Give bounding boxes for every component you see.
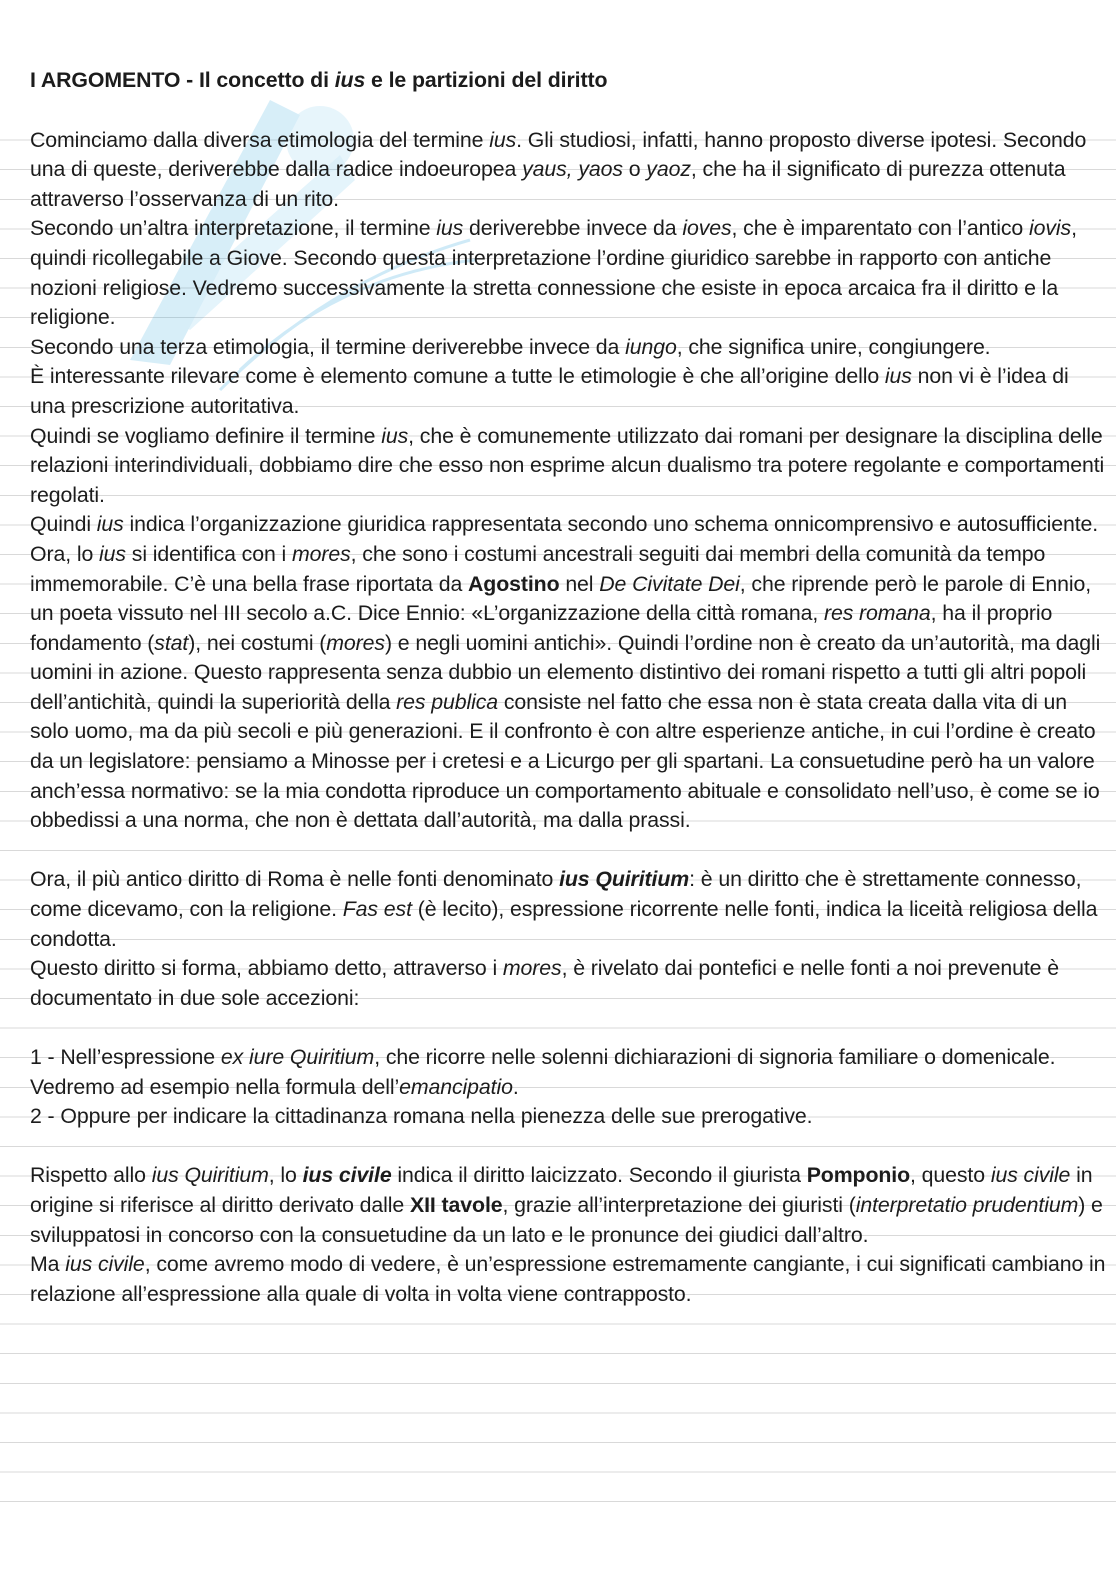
paragraph <box>30 1250 1108 1309</box>
emphasis-run: ioves <box>682 216 732 241</box>
text-run: . <box>512 1074 519 1099</box>
emphasis-run: interpretatio prudentium <box>855 1192 1079 1217</box>
text-run: , questo <box>910 1163 991 1188</box>
text-run: Secondo una terza etimologia, il termine deriverebbe invece da <box>30 334 626 359</box>
paragraph-spacer <box>30 1132 1108 1162</box>
title-emphasis: ius <box>334 68 366 92</box>
text-run: ), nei costumi ( <box>188 630 327 655</box>
document-body <box>30 66 1108 1309</box>
text-run: , che è comunemente utilizzato dai romani per designare la disciplina delle relazioni interindividuali, dobbiamo dire che esso non esprime alcun dualismo tra potere regolante e comportamenti regolati. <box>30 423 1105 507</box>
emphasis-run: ius Quiritium <box>559 867 690 892</box>
emphasis-run: ius <box>381 423 409 448</box>
title-text: I ARGOMENTO - Il concetto di <box>30 68 335 92</box>
emphasis-run: Fas est <box>342 897 412 922</box>
emphasis-run: ius Quiritium <box>151 1163 269 1188</box>
paragraph-spacer <box>30 1013 1108 1043</box>
text-run: indica il diritto laicizzato. Secondo il giurista <box>391 1163 807 1188</box>
text-run: ) e sviluppatosi in concorso con la consuetudine da un lato e le pronunce dei giudici dall’altro. <box>30 1192 1103 1247</box>
paragraph <box>30 333 1108 363</box>
emphasis-run: yaoz <box>646 157 691 182</box>
text-run: Secondo un’altra interpretazione, il termine <box>30 216 437 241</box>
text-run: ) e negli uomini antichi». Quindi l’ordine non è creato da un’autorità, ma dagli uomini in azione. Questo rappresenta senza dubbio un elemento distintivo dei romani rispetto a tutti gli altri popoli dell’antichità, quindi la superiorità della <box>30 630 1101 714</box>
emphasis-run: ius <box>489 127 517 152</box>
emphasis-run: mores <box>291 541 351 566</box>
text-run: , che sono i costumi ancestrali seguiti dai membri della comunità da tempo immemorabile. C’è una bella frase riportata da <box>30 541 1046 596</box>
text-run: . Gli studiosi, infatti, hanno proposto diverse ipotesi. Secondo una di queste, deriverebbe dalla radice indoeuropea <box>30 127 1087 182</box>
emphasis-run: ius civile <box>990 1163 1071 1188</box>
text-run: Ora, lo <box>30 541 100 566</box>
paragraph <box>30 865 1108 954</box>
emphasis-run: ius <box>96 512 124 537</box>
text-run: deriverebbe invece da <box>463 216 683 241</box>
text-run: Ora, il più antico diritto di Roma è nelle fonti denominato <box>30 867 560 892</box>
text-run: , che ricorre nelle solenni dichiarazioni di signoria familiare o domenicale. Vedremo ad esempio nella formula dell’ <box>30 1045 1056 1099</box>
text-run: o <box>622 157 647 182</box>
paragraph <box>30 214 1108 332</box>
text-run: , come avremo modo di vedere, è un’espressione estremamente cangiante, i cui significati cambiano in relazione all’espressione alla quale di volta in volta viene contrapposto. <box>30 1252 1106 1306</box>
text-run: , quindi ricollegabile a Giove. Secondo questa interpretazione l’ordine giuridico sarebbe in rapporto con antiche nozioni religiose. Vedremo successivamente la stretta connessione che esiste in epoca arcaica fra il diritto e la religione. <box>30 216 1077 330</box>
text-run: È interessante rilevare come è elemento comune a tutte le etimologie è che all’origine dello <box>30 364 885 389</box>
emphasis-run: yaus, yaos <box>522 157 623 182</box>
text-run: nel <box>559 571 600 596</box>
paragraph-list <box>30 126 1108 1310</box>
paragraph <box>30 1043 1108 1102</box>
text-run: , che significa unire, congiungere. <box>676 334 991 359</box>
text-run: Ma <box>30 1252 66 1277</box>
text-run: non vi è l’idea di una prescrizione autoritativa. <box>30 364 1069 418</box>
text-run: Quindi <box>30 512 97 537</box>
emphasis-run: mores <box>502 956 562 981</box>
emphasis-run: ius <box>99 541 126 566</box>
document-title <box>30 66 1108 96</box>
text-run: si identifica con i <box>125 541 292 566</box>
text-run: Questo diritto si forma, abbiamo detto, attraverso i <box>30 956 503 981</box>
paragraph <box>30 362 1108 421</box>
emphasis-run: iungo <box>625 334 677 359</box>
text-run: Cominciamo dalla diversa etimologia del termine <box>30 127 490 152</box>
text-run: Quindi se vogliamo definire il termine <box>30 423 382 448</box>
emphasis-run: ius <box>884 364 912 389</box>
emphasis-run: mores <box>326 630 385 655</box>
text-run: , grazie all’interpretazione dei giuristi ( <box>502 1192 856 1217</box>
text-run: : è un diritto che è strettamente connesso, come dicevamo, con la religione. <box>30 867 1082 922</box>
emphasis-run: De Civitate Dei <box>599 571 740 596</box>
text-run: , che riprende però le parole di Ennio, un poeta vissuto nel III secolo a.C. Dice Ennio: «L’organizzazione della città romana, <box>30 571 1092 626</box>
emphasis-run: ius <box>436 216 464 241</box>
emphasis-run: ex iure Quiritium <box>220 1045 375 1069</box>
text-run: , che è imparentato con l’antico <box>731 216 1029 241</box>
emphasis-run: XII tavole <box>410 1192 503 1217</box>
emphasis-run: Pomponio <box>806 1163 911 1188</box>
emphasis-run: stat <box>154 630 189 655</box>
emphasis-run: ius civile <box>65 1252 145 1277</box>
title-text-end: e le partizioni del diritto <box>365 68 608 92</box>
paragraph <box>30 1102 1108 1132</box>
paragraph <box>30 540 1108 836</box>
text-run: 2 - Oppure per indicare la cittadinanza romana nella pienezza delle sue prerogative. <box>30 1104 813 1129</box>
text-run: , è rivelato dai pontefici e nelle fonti a noi prevenute è documentato in due sole accezioni: <box>30 956 1059 1010</box>
paragraph <box>30 1161 1108 1250</box>
text-run: , che ha il significato di purezza ottenuta attraverso l’osservanza di un rito. <box>30 157 1066 211</box>
text-run: consiste nel fatto che essa non è stata creata dalla vita di un solo uomo, ma da più secoli e più generazioni. E il confronto è con altre esperienze antiche, in cui l’ordine è creato da un legislatore: pensiamo a Minosse per i cretesi e a Licurgo per gli spartani. La consuetudine però ha un valore anch’essa normativo: se la mia condotta riproduce un comportamento abituale e consolidato nell’uso, è come se io obbedissi a una norma, che non è dettata dall’autorità, ma dalla prassi. <box>30 689 1100 833</box>
text-run: in origine si riferisce al diritto derivato dalle <box>30 1163 1093 1217</box>
text-run: 1 - Nell’espressione <box>30 1045 221 1069</box>
emphasis-run: ius civile <box>302 1163 392 1188</box>
emphasis-run: res publica <box>396 689 499 714</box>
emphasis-run: res romana <box>823 601 931 626</box>
paragraph <box>30 422 1108 511</box>
text-run: (è lecito), espressione ricorrente nelle fonti, indica la liceità religiosa della condotta. <box>30 897 1098 951</box>
emphasis-run: iovis <box>1028 216 1072 241</box>
text-run: indica l’organizzazione giuridica rappresentata secondo uno schema onnicomprensivo e autosufficiente. <box>123 512 1099 537</box>
text-run: Rispetto allo <box>30 1163 152 1188</box>
emphasis-run: emancipatio <box>399 1074 513 1099</box>
emphasis-run: Agostino <box>468 571 560 596</box>
text-run: , lo <box>268 1163 303 1188</box>
text-run: , ha il proprio fondamento ( <box>30 601 1053 655</box>
paragraph <box>30 954 1108 1013</box>
paragraph <box>30 126 1108 215</box>
paragraph <box>30 510 1108 540</box>
paragraph-spacer <box>30 836 1108 866</box>
